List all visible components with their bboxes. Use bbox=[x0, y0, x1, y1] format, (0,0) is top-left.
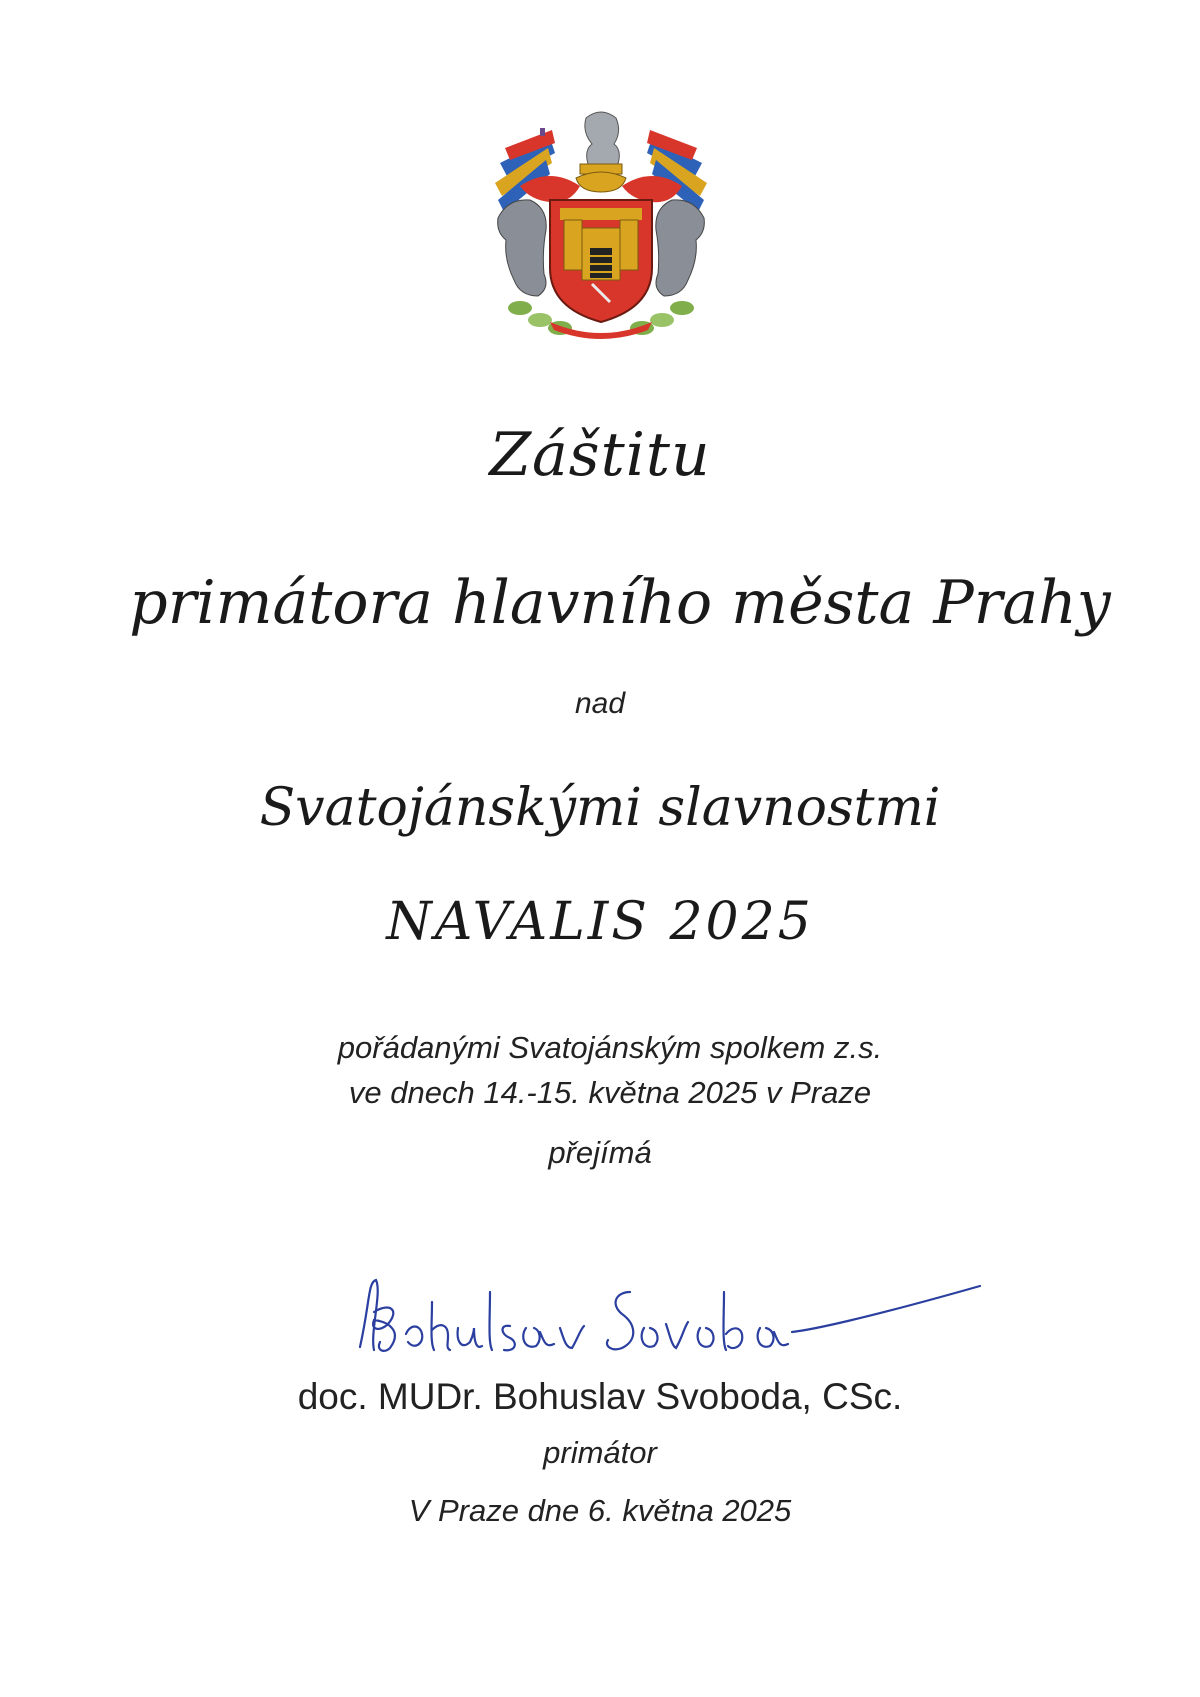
handwritten-signature bbox=[340, 1262, 990, 1372]
event-name-line-2: NAVALIS 2025 bbox=[386, 892, 814, 952]
signer-role: primátor bbox=[543, 1435, 657, 1470]
signer-name: doc. MUDr. Bohuslav Svoboda, CSc. bbox=[297, 1376, 903, 1417]
title-line-2: primátora hlavního města Prahy bbox=[129, 568, 1111, 638]
place-and-date: V Praze dne 6. května 2025 bbox=[408, 1493, 792, 1528]
title-line-1: Záštitu bbox=[489, 420, 711, 490]
connector-text: nad bbox=[574, 687, 626, 720]
event-name-line-1: Svatojánskými slavnostmi bbox=[259, 778, 941, 838]
crest-lion bbox=[580, 112, 622, 174]
verb-text: přejímá bbox=[548, 1135, 652, 1170]
prague-coat-of-arms-icon bbox=[480, 108, 722, 340]
organizer-line-2: ve dnech 14.-15. května 2025 v Praze bbox=[348, 1075, 872, 1110]
shield bbox=[550, 200, 652, 322]
mantling bbox=[520, 172, 682, 202]
organizer-line-1: pořádanými Svatojánským spolkem z.s. bbox=[337, 1030, 883, 1065]
